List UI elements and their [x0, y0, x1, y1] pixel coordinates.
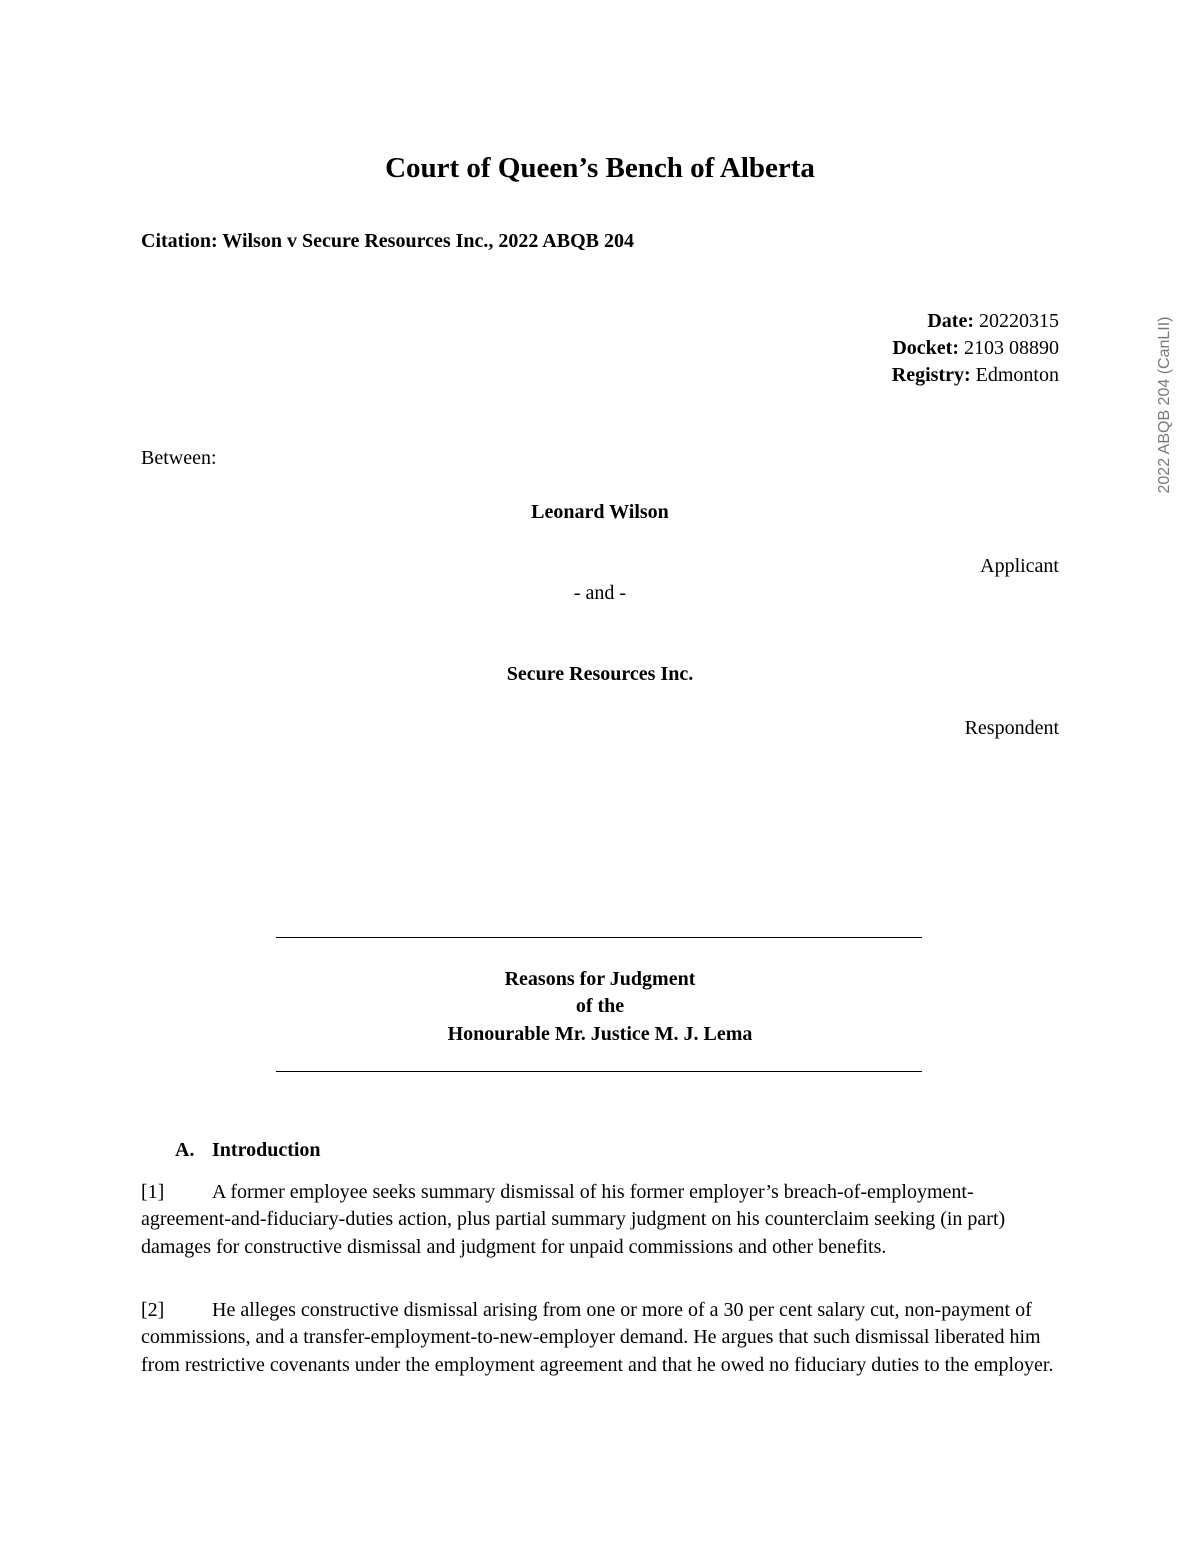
date-value: 20220315: [979, 310, 1059, 332]
judge-name: Honourable Mr. Justice M. J. Lema: [447, 1023, 753, 1045]
judgment-title: Reasons for Judgment: [504, 968, 696, 990]
section-letter: A.: [175, 1139, 195, 1161]
applicant-role: Applicant: [980, 555, 1059, 577]
date-line: [927, 310, 1059, 333]
paragraph-1: [141, 1179, 1061, 1261]
between-label: Between:: [141, 447, 217, 469]
respondent-role: Respondent: [964, 717, 1059, 739]
paragraph-text: A former employee seeks summary dismissal of his former employer’s breach-of-employment-agreement-and-fiduciary-duties action, plus partial summary judgment on his counterclaim seeking (in part) damages for constructive dismissal and judgment for unpaid commissions and other benefits.: [141, 1181, 1006, 1258]
registry-line: [892, 364, 1059, 387]
applicant-name: Leonard Wilson: [531, 501, 669, 523]
paragraph-number: [2]: [141, 1299, 165, 1321]
citation: Citation: Wilson v Secure Resources Inc., 2022 ABQB 204: [141, 230, 634, 252]
registry-label: Registry:: [891, 364, 971, 386]
top-rule: [276, 937, 922, 938]
bottom-rule: [276, 1071, 922, 1072]
paragraph-2: [141, 1297, 1061, 1379]
paragraph-text: He alleges constructive dismissal arising from one or more of a 30 per cent salary cut, non-payment of commissions, and a transfer-employment-to-new-employer demand. He argues that such dismissal liberated him from restrictive covenants under the employment agreement and that he owed no fiduciary duties to the employer.: [141, 1299, 1054, 1376]
respondent-name: Secure Resources Inc.: [506, 663, 694, 685]
court-title: Court of Queen’s Bench of Alberta: [385, 152, 815, 184]
paragraph-number: [1]: [141, 1181, 165, 1203]
section-title: Introduction: [212, 1139, 321, 1161]
registry-value: Edmonton: [975, 364, 1059, 386]
section-heading-introduction: [175, 1139, 321, 1162]
docket-value: 2103 08890: [964, 337, 1059, 359]
judgment-of-the: of the: [575, 995, 625, 1017]
canlii-watermark: 2022 ABQB 204 (CanLII): [1156, 316, 1173, 494]
date-label: Date:: [927, 310, 974, 332]
docket-label: Docket:: [892, 337, 959, 359]
docket-line: [892, 337, 1059, 360]
and-separator: - and -: [573, 582, 627, 604]
